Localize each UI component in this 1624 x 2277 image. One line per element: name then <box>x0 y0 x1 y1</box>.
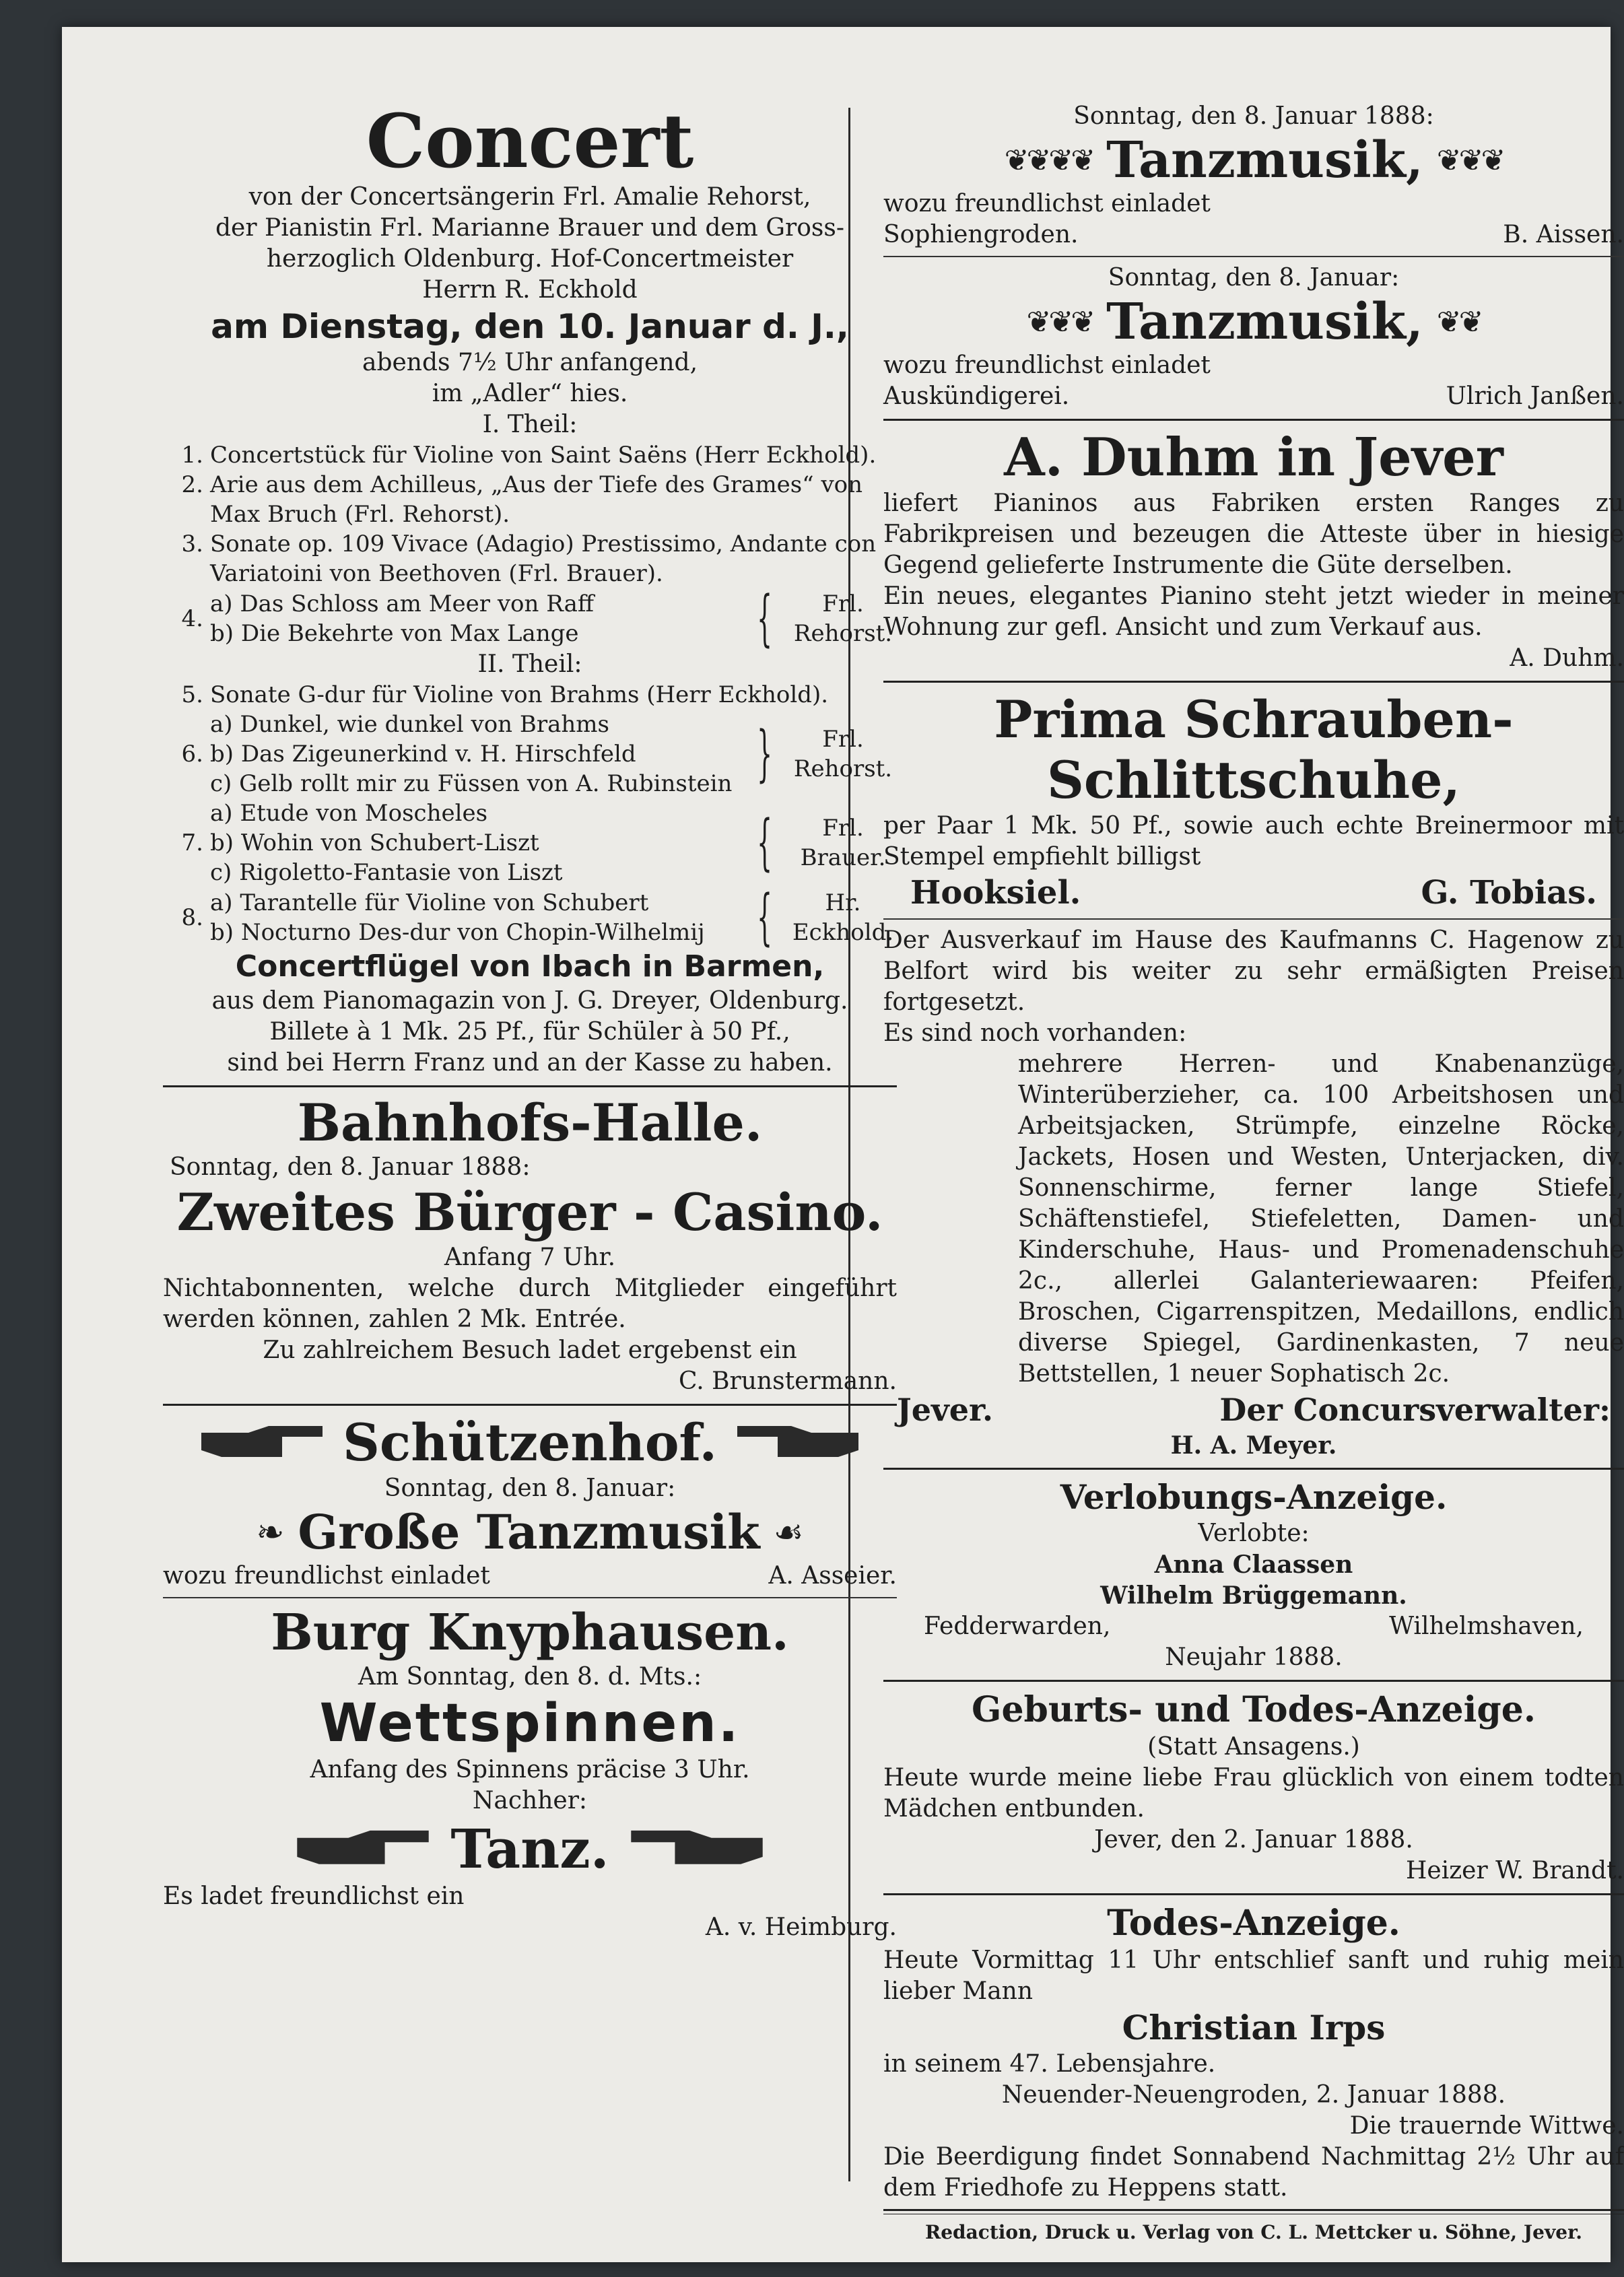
todes-age: in seinem 47. Lebensjahre. <box>883 2050 1216 2078</box>
todes-funeral: Die Beerdigung findet Sonnabend Nachmittag 2½ Uhr auf dem Friedhofe zu Heppens statt. <box>883 2143 1624 2202</box>
ausverkauf-available: Es sind noch vorhanden: <box>883 1019 1187 1047</box>
bahnhofshalle-ad <box>163 1094 897 1397</box>
tanzmusik1-invite: wozu freundlichst einladet <box>883 190 1211 217</box>
concert-intro-1: von der Concertsängerin Frl. Amalie Rehorst, <box>248 183 811 211</box>
burg-start: Anfang des Spinnens präcise 3 Uhr. <box>310 1756 750 1783</box>
ornament-left-icon: ❧ <box>256 1513 285 1552</box>
geburts-text: Heute wurde meine liebe Frau glücklich von einem todten Mädchen entbunden. <box>883 1764 1624 1823</box>
ausverkauf-place: Jever. <box>897 1392 994 1428</box>
todes-name: Christian Irps <box>1122 2008 1386 2047</box>
verlobung-title: Verlobungs-Anzeige. <box>1060 1477 1448 1517</box>
program-group-7: 7. a) Etude von Moscheles b) Wohin von Schubert-Liszt c) Rigoletto-Fantasie von Liszt { Frl. Brauer. <box>181 800 886 886</box>
bahnhofshalle-event: Zweites Bürger - Casino. <box>176 1182 883 1242</box>
verlobung-groom: Wilhelm Brüggemann. <box>1100 1582 1407 1610</box>
piano-source: aus dem Pianomagazin von J. G. Dreyer, Oldenburg. <box>211 987 848 1015</box>
program-item: 1. Concertstück für Violine von Saint Saëns (Herr Eckhold). <box>181 442 877 469</box>
part-one-heading: I. Theil: <box>482 411 578 438</box>
burg-event: Wettspinnen. <box>319 1693 741 1754</box>
burg-date: Am Sonntag, den 8. d. Mts.: <box>358 1663 702 1691</box>
ornament-left-icon: ❦❦❦ <box>1026 304 1093 339</box>
bahnhofshalle-invite: Zu zahlreichem Besuch ladet ergebenst ein <box>263 1336 797 1364</box>
tanzmusik-ad-1 <box>883 101 1624 250</box>
verlobung-place-2: Wilhelmshaven, <box>1389 1612 1584 1640</box>
schuetzenhof-date: Sonntag, den 8. Januar: <box>384 1474 676 1502</box>
right-column <box>883 101 1624 2245</box>
geburts-signature: Heizer W. Brandt. <box>1406 1857 1624 1884</box>
verlobung-date: Neujahr 1888. <box>1165 1643 1343 1671</box>
verlobung-bride: Anna Claassen <box>1154 1551 1353 1579</box>
pointing-hand-right-icon <box>195 1419 329 1466</box>
pointing-hand-left-icon <box>731 1419 865 1466</box>
duhm-text-2: Ein neues, elegantes Pianino steht jetzt wieder in meiner Wohnung zur gefl. Ansicht und zum Verkauf aus. <box>883 582 1624 641</box>
schlittschuhe-signature: G. Tobias. <box>1421 874 1597 912</box>
concert-intro-3: herzoglich Oldenburg. Hof-Concertmeister <box>266 245 794 273</box>
ticket-price: Billete à 1 Mk. 25 Pf., für Schüler à 50 Pf., <box>269 1018 790 1046</box>
program-group-6: 6. a) Dunkel, wie dunkel von Brahms b) Das Zigeunerkind v. H. Hirschfeld c) Gelb rollt mir zu Füssen von A. Rubinstein } Frl. Rehorst. <box>181 711 893 797</box>
schlittschuhe-place: Hooksiel. <box>910 874 1081 912</box>
program-item: 3. Sonate op. 109 Vivace (Adagio) Prestissimo, Andante con Variatoini von Beethoven (Frl. Brauer). <box>181 531 877 587</box>
burg-dance: Tanz. <box>450 1817 609 1880</box>
concert-intro-4: Herrn R. Eckhold <box>422 276 638 304</box>
concert-time: abends 7½ Uhr anfangend, <box>362 349 698 376</box>
ticket-sales: sind bei Herrn Franz und an der Kasse zu haben. <box>227 1049 833 1077</box>
bahnhofshalle-date: Sonntag, den 8. Januar 1888: <box>170 1153 531 1181</box>
todes-ad <box>883 1902 1624 2204</box>
bahnhofshalle-start: Anfang 7 Uhr. <box>444 1244 616 1271</box>
ornament-left-icon: ❦❦❦❦ <box>1004 143 1093 178</box>
burg-title: Burg Knyphausen. <box>271 1604 789 1662</box>
schuetzenhof-invite: wozu freundlichst einladet <box>163 1562 490 1590</box>
ausverkauf-signature: H. A. Meyer. <box>1170 1431 1337 1460</box>
newspaper-page <box>62 27 1624 2262</box>
schlittschuhe-ad <box>883 689 1624 913</box>
program-group-8: 8. a) Tarantelle für Violine von Schubert b) Nocturno Des-dur von Chopin-Wilhelmij { Hr. Eckhold. <box>181 882 894 953</box>
tanzmusik-ad-2 <box>883 263 1624 412</box>
verlobung-ad <box>883 1476 1624 1673</box>
tanzmusik2-place: Auskündigerei. <box>883 382 1070 410</box>
bahnhofshalle-title: Bahnhofs-Halle. <box>297 1093 763 1153</box>
schuetzenhof-ad <box>163 1413 897 1592</box>
duhm-signature: A. Duhm. <box>1510 644 1624 672</box>
pointing-hand-right-icon <box>289 1823 437 1874</box>
pointing-hand-left-icon <box>623 1823 771 1874</box>
todes-title: Todes-Anzeige. <box>1107 1903 1400 1944</box>
geburts-title: Geburts- und Todes-Anzeige. <box>972 1689 1536 1730</box>
schuetzenhof-signature: A. Asseier. <box>768 1562 897 1590</box>
tanzmusik2-date: Sonntag, den 8. Januar: <box>1108 264 1400 292</box>
todes-date: Neuender-Neuengroden, 2. Januar 1888. <box>1001 2081 1506 2109</box>
tanzmusik2-title: Tanzmusik, <box>1106 293 1423 351</box>
schuetzenhof-title: Schützenhof. <box>343 1413 717 1472</box>
schlittschuhe-title: Prima Schrauben-Schlittschuhe, <box>994 689 1514 810</box>
duhm-text: liefert Pianinos aus Fabriken ersten Ranges zu Fabrikpreisen und bezeugen die Atteste über in hiesige Gegend gelieferte Instrumente die Güte derselben. <box>883 489 1624 579</box>
burg-after: Nachher: <box>472 1787 588 1814</box>
program-group-4: 4. a) Das Schloss am Meer von Raff b) Die Bekehrte von Max Lange { Frl. Rehorst. <box>181 583 893 654</box>
part-two-heading: II. Theil: <box>477 650 582 678</box>
burg-signature: A. v. Heimburg. <box>705 1913 897 1941</box>
concert-ad <box>163 98 897 1079</box>
ausverkauf-administrator: Der Concursverwalter: <box>1219 1392 1611 1428</box>
program-item: 2. Arie aus dem Achilleus, „Aus der Tiefe des Grames“ von Max Bruch (Frl. Rehorst). <box>181 471 863 528</box>
geburts-date: Jever, den 2. Januar 1888. <box>1094 1826 1413 1854</box>
todes-text: Heute Vormittag 11 Uhr entschlief sanft und ruhig mein lieber Mann <box>883 1946 1624 2005</box>
tanzmusik1-title: Tanzmusik, <box>1106 131 1423 189</box>
tanzmusik2-signature: Ulrich Janßen. <box>1446 382 1624 410</box>
geburts-sub: (Statt Ansagens.) <box>1147 1733 1360 1761</box>
concert-place: im „Adler“ hies. <box>432 380 628 407</box>
program-item: 5. Sonate G-dur für Violine von Brahms (Herr Eckhold). <box>181 681 829 708</box>
concert-intro-2: der Pianistin Frl. Marianne Brauer und dem Gross- <box>215 214 844 242</box>
ausverkauf-ad <box>883 925 1624 1461</box>
schlittschuhe-text: per Paar 1 Mk. 50 Pf., sowie auch echte Breinermoor mit Stempel empfiehlt billigst <box>883 812 1624 871</box>
duhm-title: A. Duhm in Jever <box>1004 427 1503 488</box>
tanzmusik1-date: Sonntag, den 8. Januar 1888: <box>1073 102 1434 130</box>
ornament-right-icon: ☙ <box>773 1513 804 1552</box>
tanzmusik1-signature: B. Aissen. <box>1503 221 1624 248</box>
burg-invite: Es ladet freundlichst ein <box>163 1882 465 1910</box>
verlobung-place-1: Fedderwarden, <box>924 1612 1111 1640</box>
burg-knyphausen-ad <box>163 1604 897 1943</box>
ornament-right-icon: ❦❦ <box>1436 304 1481 339</box>
tanzmusik2-invite: wozu freundlichst einladet <box>883 351 1211 379</box>
ausverkauf-text: Der Ausverkauf im Hause des Kaufmanns C. Hagenow zu Belfort wird bis weiter zu sehr ermäßigten Preisen fortgesetzt. <box>883 926 1624 1016</box>
concert-date: am Dienstag, den 10. Januar d. J., <box>211 307 849 346</box>
verlobung-label: Verlobte: <box>1198 1520 1310 1547</box>
tanzmusik1-place: Sophiengroden. <box>883 221 1079 248</box>
left-column <box>163 98 897 1943</box>
imprint: Redaction, Druck u. Verlag von C. L. Mettcker u. Söhne, Jever. <box>924 2221 1583 2243</box>
bahnhofshalle-text: Nichtabonnenten, welche durch Mitglieder eingeführt werden können, zahlen 2 Mk. Entrée. <box>163 1275 897 1333</box>
schuetzenhof-event: Große Tanzmusik <box>298 1504 760 1560</box>
piano-notice: Concertflügel von Ibach in Barmen, <box>235 949 825 984</box>
ornament-right-icon: ❦❦❦ <box>1436 143 1503 178</box>
concert-title: Concert <box>366 98 694 184</box>
geburts-todes-ad <box>883 1689 1624 1887</box>
ausverkauf-list: mehrere Herren- und Knabenanzüge, Winterüberzieher, ca. 100 Arbeitshosen und Arbeitsjacken, Strümpfe, einzelne Röcke, Jackets, Hosen und Westen, Unterjacken, div. Sonnenschirme, ferner lange Stiefel, Schäftenstiefel, Stiefeletten, Damen- und Kinderschuhe, Haus- und Promenadenschuhe 2c., allerlei Galanteriewaaren: Pfeifen, Broschen, Cigarrenspitzen, Medaillons, endlich diverse Spiegel, Gardinenkasten, 7 neue Bettstellen, 1 neuer Sophatisch 2c. <box>1018 1050 1624 1388</box>
duhm-ad <box>883 428 1624 674</box>
todes-signature: Die trauernde Wittwe. <box>1349 2112 1624 2140</box>
bahnhofshalle-signature: C. Brunstermann. <box>678 1367 897 1395</box>
